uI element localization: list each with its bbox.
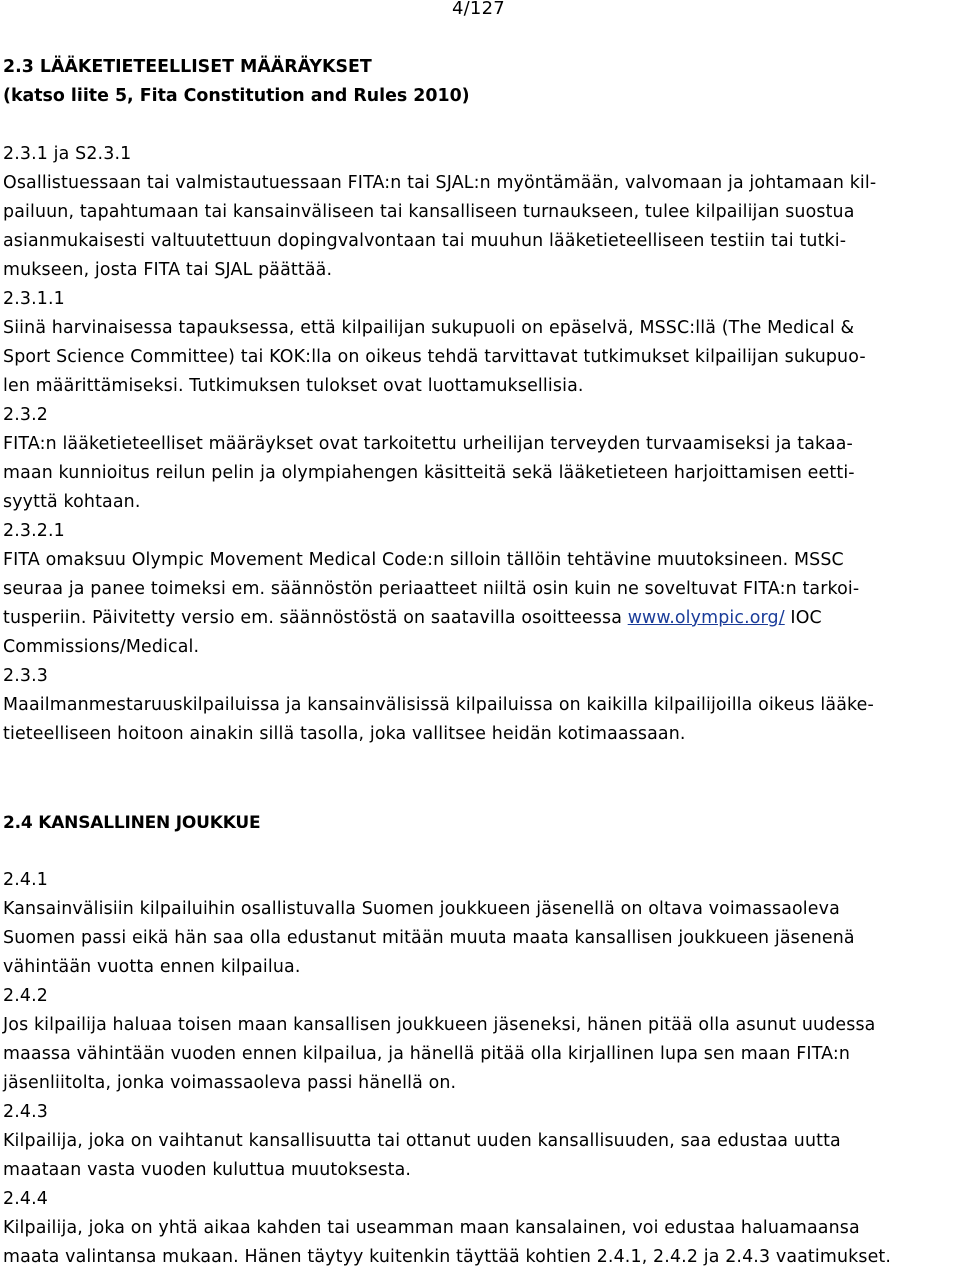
- paragraph-line: Maailmanmestaruuskilpailuissa ja kansainvälisissä kilpailuissa on kaikilla kilpailijoilla oikeus lääke-: [3, 695, 874, 715]
- paragraph-line: maan kunnioitus reilun pelin ja olympiahengen käsitteitä sekä lääketieteen harjoittamisen eetti-: [3, 463, 855, 483]
- paragraph-line: Sport Science Committee) tai KOK:lla on oikeus tehdä tarvittavat tutkimukset kilpailijan sukupuo-: [3, 347, 866, 367]
- section-number: 2.4.4: [3, 1189, 48, 1209]
- section-number: 2.3.2.1: [3, 521, 65, 541]
- paragraph-line: seuraa ja panee toimeksi em. säännöstön periaatteet niiltä osin kuin ne soveltuvat FITA:n tarkoi-: [3, 579, 860, 599]
- paragraph-line: Suomen passi eikä hän saa olla edustanut mitään muuta maata kansallisen joukkueen jäsenenä: [3, 928, 855, 948]
- paragraph-line: maata valintansa mukaan. Hänen täytyy kuitenkin täyttää kohtien 2.4.1, 2.4.2 ja 2.4.3 vaatimukset.: [3, 1247, 892, 1267]
- section-number: 2.4.2: [3, 986, 48, 1006]
- paragraph-line: Siinä harvinaisessa tapauksessa, että kilpailijan sukupuoli on epäselvä, MSSC:llä (The Medical &: [3, 318, 855, 338]
- paragraph-line: Kansainvälisiin kilpailuihin osallistuvalla Suomen joukkueen jäsenellä on oltava voimassaoleva: [3, 899, 840, 919]
- paragraph-line: Osallistuessaan tai valmistautuessaan FITA:n tai SJAL:n myöntämään, valvomaan ja johtamaan kil-: [3, 173, 877, 193]
- olympic-link[interactable]: www.olympic.org/: [627, 608, 785, 628]
- section-number: 2.3.3: [3, 666, 48, 686]
- paragraph-line: mukseen, josta FITA tai SJAL päättää.: [3, 260, 333, 280]
- paragraph-line: asianmukaisesti valtuutettuun dopingvalvontaan tai muuhun lääketieteelliseen testiin tai tutki-: [3, 231, 847, 251]
- section-number: 2.3.1.1: [3, 289, 65, 309]
- paragraph-line: len määrittämiseksi. Tutkimuksen tulokset ovat luottamuksellisia.: [3, 376, 584, 396]
- section-2-3-heading: 2.3 LÄÄKETIETEELLISET MÄÄRÄYKSET: [3, 57, 372, 77]
- paragraph-text: IOC: [784, 608, 822, 628]
- paragraph-line: FITA:n lääketieteelliset määräykset ovat tarkoitettu urheilijan terveyden turvaamiseksi ja takaa-: [3, 434, 853, 454]
- paragraph-line: maassa vähintään vuoden ennen kilpailua, ja hänellä pitää olla kirjallinen lupa sen maan FITA:n: [3, 1044, 851, 1064]
- paragraph-line: Kilpailija, joka on vaihtanut kansallisuutta tai ottanut uuden kansallisuuden, saa edustaa uutta: [3, 1131, 841, 1151]
- paragraph-line: maataan vasta vuoden kuluttua muutoksesta.: [3, 1160, 412, 1180]
- section-number: 2.3.2: [3, 405, 48, 425]
- paragraph-line: Commissions/Medical.: [3, 637, 200, 657]
- paragraph-line: Kilpailija, joka on yhtä aikaa kahden tai useamman maan kansalainen, voi edustaa haluamaansa: [3, 1218, 860, 1238]
- paragraph-line: jäsenliitolta, jonka voimassaoleva passi hänellä on.: [3, 1073, 457, 1093]
- paragraph-line: syyttä kohtaan.: [3, 492, 141, 512]
- section-2-4-heading: 2.4 KANSALLINEN JOUKKUE: [3, 813, 261, 833]
- paragraph-line: pailuun, tapahtumaan tai kansainväliseen tai kansalliseen turnaukseen, tulee kilpailijan suostua: [3, 202, 855, 222]
- section-2-3-subheading: (katso liite 5, Fita Constitution and Rules 2010): [3, 86, 470, 106]
- paragraph-line: [3, 607, 822, 629]
- section-number: 2.4.1: [3, 870, 48, 890]
- paragraph-line: vähintään vuotta ennen kilpailua.: [3, 957, 301, 977]
- paragraph-line: FITA omaksuu Olympic Movement Medical Code:n silloin tällöin tehtävine muutoksineen. MSSC: [3, 550, 844, 570]
- page-number: 4/127: [452, 0, 505, 19]
- section-number: 2.4.3: [3, 1102, 48, 1122]
- paragraph-line: Jos kilpailija haluaa toisen maan kansallisen joukkueen jäseneksi, hänen pitää olla asunut uudessa: [3, 1015, 876, 1035]
- paragraph-text: tusperiin. Päivitetty versio em. säännöstöstä on saatavilla osoitteessa: [3, 608, 628, 628]
- paragraph-line: tieteelliseen hoitoon ainakin sillä tasolla, joka vallitsee heidän kotimaassaan.: [3, 724, 686, 744]
- section-2-3-1-ref: 2.3.1 ja S2.3.1: [3, 144, 132, 164]
